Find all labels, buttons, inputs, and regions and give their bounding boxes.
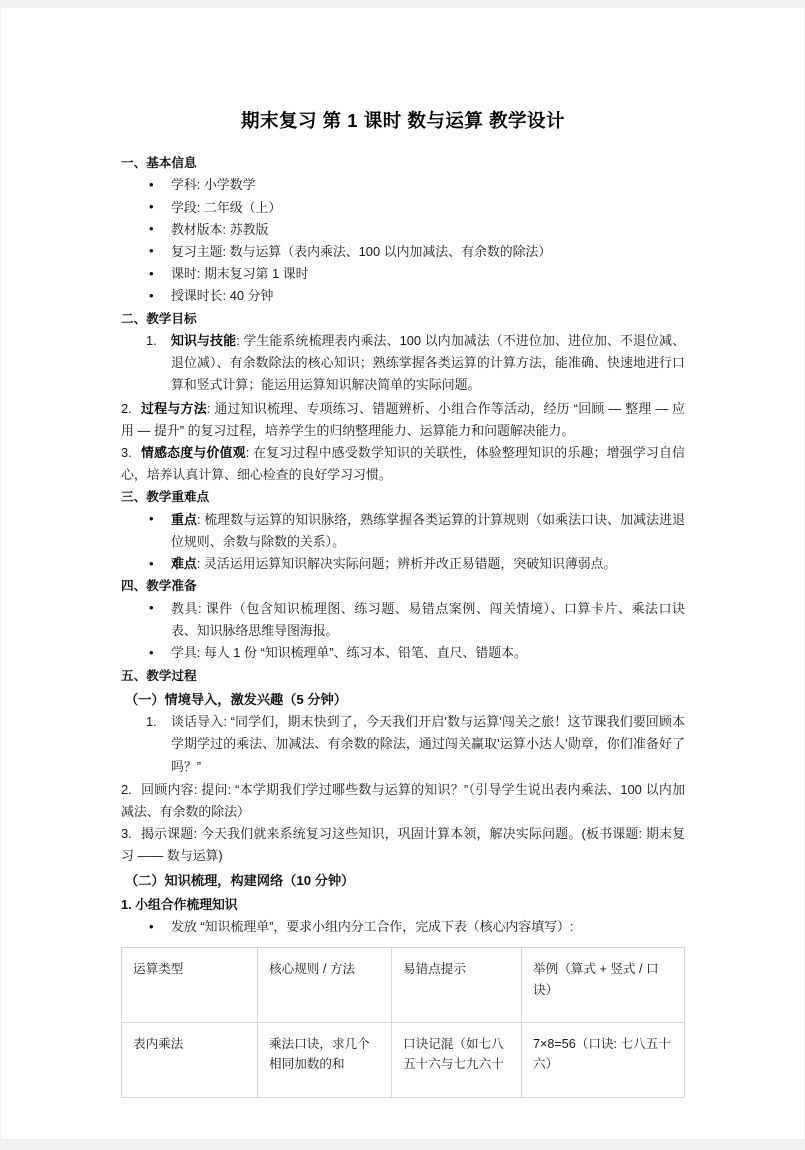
table-cell: 乘法口诀，求几个相同加数的和 xyxy=(258,1023,392,1098)
list-item: • 学具: 每人 1 份 “知识梳理单”、练习本、铅笔、直尺、错题本。 xyxy=(121,642,685,664)
section-heading-key-points: 三、教学重难点 xyxy=(121,490,210,505)
key-point-text: : 灵活运用运算知识解决实际问题；辨析并改正易错题，突破知识薄弱点。 xyxy=(196,556,617,572)
process-part1-item-3 xyxy=(121,823,685,867)
document-page xyxy=(1,8,804,1139)
section-heading-basic-info: 一、基本信息 xyxy=(121,155,197,170)
objective-item-3 xyxy=(121,442,685,486)
objective-text: : 在复习过程中感受数学知识的关联性，体验整理知识的乐趣；增强学习自信心，培养认真计算、细心检查的良好学习习惯。 xyxy=(121,444,686,483)
table-row xyxy=(122,948,685,1023)
key-point-label: 难点 xyxy=(171,556,197,572)
knowledge-table xyxy=(121,947,685,1098)
process-part1-item-2 xyxy=(121,779,685,823)
table-header-cell: 举例（算式 + 竖式 / 口诀） xyxy=(522,948,685,1023)
list-item: • 发放 “知识梳理单”，要求小组内分工合作，完成下表（核心内容填写）: xyxy=(121,916,685,938)
key-points-list xyxy=(121,509,685,576)
list-item xyxy=(121,553,685,575)
list-item: • 教具: 课件（包含知识梳理图、练习题、易错点案例、闯关情境）、口算卡片、乘法口诀表、知识脉络思维导图海报。 xyxy=(121,598,685,642)
objective-number: 2. xyxy=(121,400,132,416)
objectives-list xyxy=(121,330,685,397)
objective-text: : 通过知识梳理、专项练习、错题辨析、小组合作等活动，经历 “回顾 — 整理 — 应用 — 提升” 的复习过程，培养学生的归纳整理能力、运算能力和问题解决能力。 xyxy=(121,400,685,438)
list-item: 谈话导入: “同学们，期末快到了，今天我们开启'数与运算'闯关之旅！这节课我们要回顾本学期学过的乘法、加减法、有余数的除法，通过闯关赢取'运算小达人'勋章，你们准备好了吗？” xyxy=(171,714,685,774)
preparation-list xyxy=(121,598,685,665)
item-number: 2. xyxy=(121,781,132,797)
table-cell: 表内乘法 xyxy=(122,1023,258,1098)
process-part2-heading: （二）知识梳理，构建网络（10 分钟） xyxy=(125,873,355,889)
objective-label: 情感态度与价值观 xyxy=(140,444,246,460)
process-part1-list xyxy=(121,711,685,778)
table-cell: 口诀记混（如七八五十六与七九六十 xyxy=(392,1023,522,1098)
process-part2-subheading: 1. 小组合作梳理知识 xyxy=(121,896,238,912)
basic-info-list xyxy=(121,174,685,307)
key-point-text: : 梳理数与运算的知识脉络，熟练掌握各类运算的计算规则（如乘法口诀、加减法进退位规则、余数与除数的关系）。 xyxy=(171,511,685,550)
table-header-cell: 运算类型 xyxy=(122,948,258,1023)
list-item: • 学科: 小学数学 xyxy=(121,174,685,196)
section-heading-preparation: 四、教学准备 xyxy=(121,579,197,594)
list-item: • 学段: 二年级（上） xyxy=(121,197,685,219)
table-cell: 7×8=56（口诀: 七八五十六） xyxy=(522,1023,685,1098)
objective-item-2 xyxy=(121,398,685,442)
process-part1-heading: （一）情境导入，激发兴趣（5 分钟） xyxy=(125,692,347,708)
table-header-cell: 易错点提示 xyxy=(392,948,522,1023)
list-item: • 课时: 期末复习第 1 课时 xyxy=(121,263,685,285)
section-heading-process: 五、教学过程 xyxy=(121,668,197,683)
process-part2-list xyxy=(121,916,685,938)
table-row xyxy=(122,1023,685,1098)
objective-number: 3. xyxy=(121,444,132,460)
item-number: 3. xyxy=(121,826,132,842)
objective-label: 过程与方法 xyxy=(140,400,207,416)
list-item: • 复习主题: 数与运算（表内乘法、100 以内加减法、有余数的除法） xyxy=(121,241,685,263)
objective-text: : 学生能系统梳理表内乘法、100 以内加减法（不进位加、进位加、不退位减、退位减）、有余数除法的核心知识；熟练掌握各类运算的计算方法，能准确、快速地进行口算和竖式计算；能运用运算知识解决简单的实际问题。 xyxy=(171,333,685,393)
table-header-cell: 核心规则 / 方法 xyxy=(258,948,392,1023)
list-item: • 授课时长: 40 分钟 xyxy=(121,285,685,307)
page-title: 期末复习 第 1 课时 数与运算 教学设计 xyxy=(241,110,565,131)
list-item xyxy=(121,509,685,553)
item-text: 回顾内容: 提问: “本学期我们学过哪些数与运算的知识？”（引导学生说出表内乘法、100 以内加减法、有余数的除法） xyxy=(121,781,685,819)
item-text: 揭示课题: 今天我们就来系统复习这些知识，巩固计算本领，解决实际问题。(板书课题: 期末复习 —— 数与运算) xyxy=(121,826,685,864)
key-point-label: 重点 xyxy=(171,511,197,527)
objective-label: 知识与技能 xyxy=(171,333,237,349)
section-heading-objectives: 二、教学目标 xyxy=(121,311,197,326)
list-item xyxy=(121,330,685,397)
document-content xyxy=(121,108,685,1098)
list-item: • 教材版本: 苏教版 xyxy=(121,219,685,241)
